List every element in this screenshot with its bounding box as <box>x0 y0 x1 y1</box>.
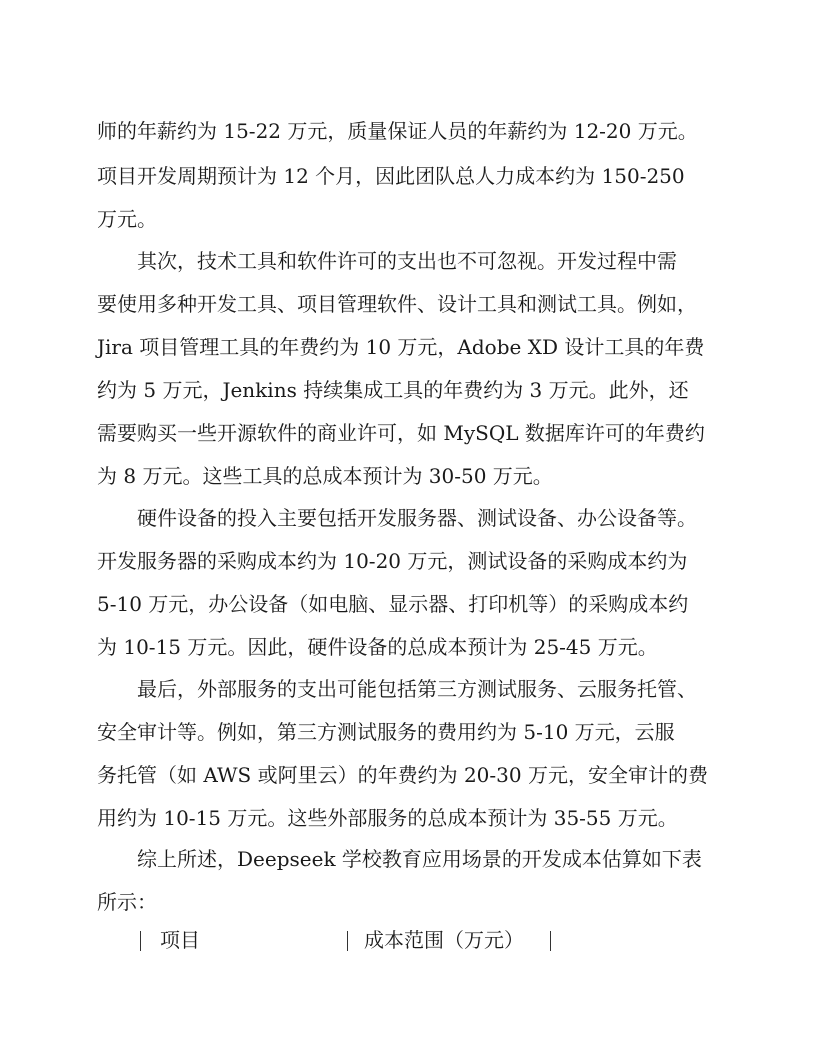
table-divider <box>347 931 348 951</box>
paragraph-2-line-4: 约为 5 万元，Jenkins 持续集成工具的年费约为 3 万元。此外，还 <box>97 378 689 402</box>
paragraph-3-line-4: 为 10-15 万元。因此，硬件设备的总成本预计为 25-45 万元。 <box>97 635 658 659</box>
paragraph-2-line-2: 要使用多种开发工具、项目管理软件、设计工具和测试工具。例如， <box>97 292 697 316</box>
table-divider <box>140 931 141 951</box>
table-divider <box>550 931 551 951</box>
paragraph-4-line-4: 用约为 10-15 万元。这些外部服务的总成本预计为 35-55 万元。 <box>97 806 678 830</box>
paragraph-2-line-3: Jira 项目管理工具的年费约为 10 万元，Adobe XD 设计工具的年费 <box>97 335 705 359</box>
paragraph-3-line-2: 开发服务器的采购成本约为 10-20 万元，测试设备的采购成本约为 <box>97 549 688 573</box>
table-header-cost-range: 成本范围（万元） <box>364 928 524 952</box>
paragraph-4-line-1: 最后，外部服务的支出可能包括第三方测试服务、云服务托管、 <box>137 677 697 701</box>
paragraph-4-line-3: 务托管（如 AWS 或阿里云）的年费约为 20-30 万元，安全审计的费 <box>97 763 708 787</box>
paragraph-1-line-2: 项目开发周期预计为 12 个月，因此团队总人力成本约为 150-250 <box>97 164 685 188</box>
paragraph-1-line-3: 万元。 <box>97 207 157 231</box>
table-header-item: 项目 <box>160 928 200 952</box>
paragraph-3-line-1: 硬件设备的投入主要包括开发服务器、测试设备、办公设备等。 <box>137 506 697 530</box>
paragraph-1-line-1: 师的年薪约为 15-22 万元，质量保证人员的年薪约为 12-20 万元。 <box>97 119 698 143</box>
paragraph-2-line-5: 需要购买一些开源软件的商业许可，如 MySQL 数据库许可的年费约 <box>97 421 705 445</box>
paragraph-3-line-3: 5-10 万元，办公设备（如电脑、显示器、打印机等）的采购成本约 <box>97 592 689 616</box>
paragraph-2-line-1: 其次，技术工具和软件许可的支出也不可忽视。开发过程中需 <box>137 249 677 273</box>
paragraph-2-line-6: 为 8 万元。这些工具的总成本预计为 30-50 万元。 <box>97 464 553 488</box>
paragraph-5-line-2: 所示： <box>97 890 157 914</box>
paragraph-5-line-1: 综上所述，Deepseek 学校教育应用场景的开发成本估算如下表 <box>137 847 702 871</box>
paragraph-4-line-2: 安全审计等。例如，第三方测试服务的费用约为 5-10 万元，云服 <box>97 720 675 744</box>
